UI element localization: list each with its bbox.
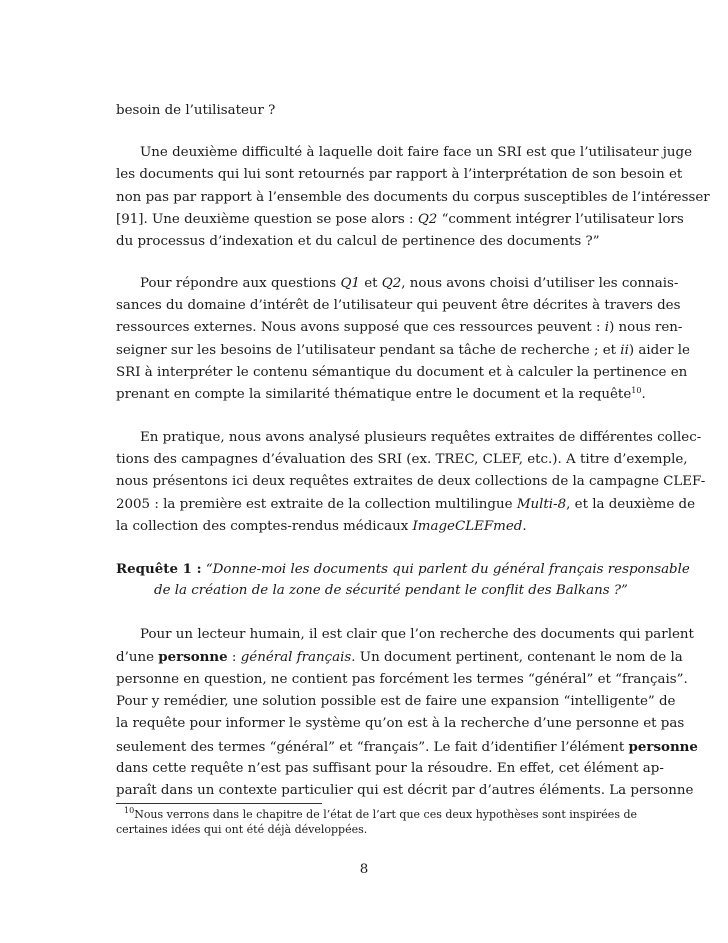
text-line: d’une personne : général français. Un document pertinent, contenant le nom de la <box>116 649 683 665</box>
query-block: Requête 1 : “Donne-moi les documents qui parlent du général français responsable <box>116 561 690 577</box>
footnote-mark: 10 <box>124 806 135 815</box>
text-line: En pratique, nous avons analysé plusieurs requêtes extraites de différentes collec- <box>140 430 702 445</box>
query-label: Requête 1 : <box>116 561 202 577</box>
text-line: la requête pour informer le système qu’on est à la recherche d’une personne et pas <box>116 716 685 731</box>
text-line: Pour répondre aux questions Q1 et Q2, nous avons choisi d’utiliser les connais- <box>140 276 679 291</box>
text-line: seulement des termes “général” et “français”. Le fait d’identifier l’élément personne <box>116 739 698 755</box>
text-line: ressources externes. Nous avons supposé que ces ressources peuvent : i) nous ren- <box>116 320 683 335</box>
text-line: Pour un lecteur humain, il est clair que l’on recherche des documents qui parlent <box>140 627 694 642</box>
text-line: besoin de l’utilisateur ? <box>116 103 276 118</box>
text-line: [91]. Une deuxième question se pose alors : Q2 “comment intégrer l’utilisateur lors <box>116 212 684 227</box>
text-line: seigner sur les besoins de l’utilisateur pendant sa tâche de recherche ; et ii) aider le <box>116 343 690 358</box>
footnote: certaines idées qui ont été déjà développées. <box>116 823 368 836</box>
footnote-divider <box>116 803 322 804</box>
page-number: 8 <box>359 862 369 877</box>
footnote: $^{10}$Nous verrons dans le chapitre de l’état de l’art que ces deux hypothèses sont inspirées de <box>124 806 638 821</box>
text-line: tions des campagnes d’évaluation des SRI (ex. TREC, CLEF, etc.). A titre d’exemple, <box>116 452 688 467</box>
text-line: 2005 : la première est extraite de la collection multilingue Multi-8, et la deuxième de <box>116 497 695 512</box>
footnote-ref: 10 <box>631 386 642 395</box>
text-line: sances du domaine d’intérêt de l’utilisateur qui peuvent être décrites à travers des <box>116 298 681 313</box>
text-line: du processus d’indexation et du calcul de pertinence des documents ?” <box>116 234 600 249</box>
text-line: la collection des comptes-rendus médicaux ImageCLEFmed. <box>116 519 527 534</box>
text-line: prenant en compte la similarité thématique entre le document et la requête$^{10}$. <box>116 386 646 402</box>
text-line: non pas par rapport à l’ensemble des documents du corpus susceptibles de l’intéresser <box>116 190 710 205</box>
text-line: SRI à interpréter le contenu sémantique du document et à calculer la pertinence en <box>116 365 688 380</box>
text-line: les documents qui lui sont retournés par rapport à l’interprétation de son besoin et <box>116 167 683 182</box>
text-line: de la création de la zone de sécurité pendant le conflit des Balkans ?” <box>154 583 628 598</box>
text-line: nous présentons ici deux requêtes extraites de deux collections de la campagne CLEF- <box>116 474 706 489</box>
text-line: paraît dans un contexte particulier qui est décrit par d’autres éléments. La personne <box>116 783 694 798</box>
text-line: Une deuxième difficulté à laquelle doit faire face un SRI est que l’utilisateur juge <box>140 145 693 160</box>
text-line: personne en question, ne contient pas forcément les termes “général” et “français”. <box>116 672 688 687</box>
text-line: Pour y remédier, une solution possible est de faire une expansion “intelligente” de <box>116 694 676 709</box>
text-line: dans cette requête n’est pas suffisant pour la résoudre. En effet, cet élément ap- <box>116 761 664 776</box>
